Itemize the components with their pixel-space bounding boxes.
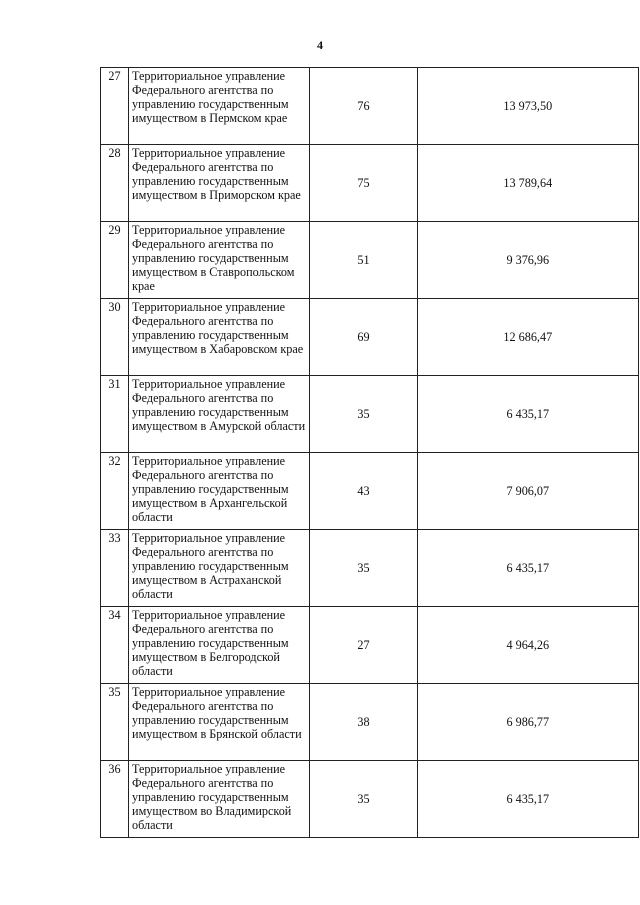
agency-name: Территориальное управление Федерального агентства по управлению государственным имуществом в Пермском крае (129, 68, 310, 145)
row-number: 33 (101, 530, 129, 607)
agency-name: Территориальное управление Федерального агентства по управлению государственным имуществом в Архангельской области (129, 453, 310, 530)
registry-table (100, 67, 639, 838)
quantity: 75 (310, 145, 417, 222)
amount: 6 435,17 (417, 376, 638, 453)
table-row (101, 299, 639, 376)
table-row (101, 376, 639, 453)
quantity: 27 (310, 607, 417, 684)
row-number: 32 (101, 453, 129, 530)
amount: 4 964,26 (417, 607, 638, 684)
row-number: 30 (101, 299, 129, 376)
quantity: 38 (310, 684, 417, 761)
row-number: 31 (101, 376, 129, 453)
agency-name: Территориальное управление Федерального агентства по управлению государственным имуществом в Хабаровском крае (129, 299, 310, 376)
row-number: 28 (101, 145, 129, 222)
agency-name: Территориальное управление Федерального агентства по управлению государственным имуществом в Ставропольском крае (129, 222, 310, 299)
table-row (101, 684, 639, 761)
agency-name: Территориальное управление Федерального агентства по управлению государственным имуществом в Белгородской области (129, 607, 310, 684)
amount: 6 986,77 (417, 684, 638, 761)
table-row (101, 222, 639, 299)
table-row (101, 453, 639, 530)
amount: 13 789,64 (417, 145, 638, 222)
quantity: 69 (310, 299, 417, 376)
amount: 13 973,50 (417, 68, 638, 145)
table-row (101, 145, 639, 222)
table-row (101, 530, 639, 607)
amount: 6 435,17 (417, 761, 638, 838)
amount: 6 435,17 (417, 530, 638, 607)
page-number: 4 (317, 38, 323, 52)
quantity: 35 (310, 761, 417, 838)
quantity: 51 (310, 222, 417, 299)
quantity: 35 (310, 530, 417, 607)
agency-name: Территориальное управление Федерального агентства по управлению государственным имуществом во Владимирской области (129, 761, 310, 838)
quantity: 35 (310, 376, 417, 453)
table-row (101, 68, 639, 145)
amount: 9 376,96 (417, 222, 638, 299)
quantity: 76 (310, 68, 417, 145)
amount: 7 906,07 (417, 453, 638, 530)
agency-name: Территориальное управление Федерального агентства по управлению государственным имуществом в Приморском крае (129, 145, 310, 222)
agency-name: Территориальное управление Федерального агентства по управлению государственным имуществом в Астраханской области (129, 530, 310, 607)
amount: 12 686,47 (417, 299, 638, 376)
table-row (101, 761, 639, 838)
table-row (101, 607, 639, 684)
row-number: 36 (101, 761, 129, 838)
row-number: 29 (101, 222, 129, 299)
quantity: 43 (310, 453, 417, 530)
row-number: 35 (101, 684, 129, 761)
agency-name: Территориальное управление Федерального агентства по управлению государственным имуществом в Амурской области (129, 376, 310, 453)
agency-name: Территориальное управление Федерального агентства по управлению государственным имуществом в Брянской области (129, 684, 310, 761)
row-number: 34 (101, 607, 129, 684)
row-number: 27 (101, 68, 129, 145)
